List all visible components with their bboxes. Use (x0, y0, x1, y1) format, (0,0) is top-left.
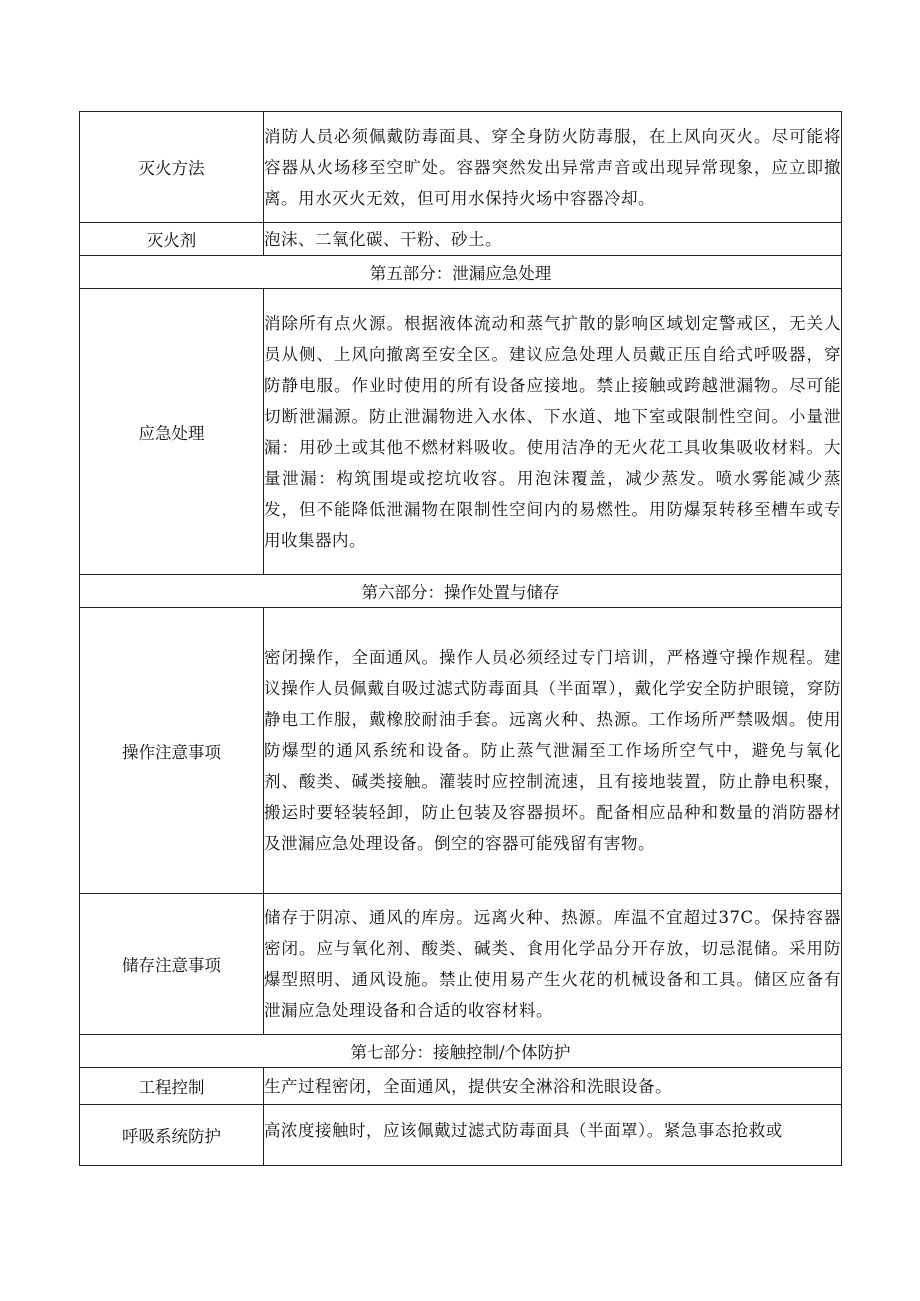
row-content-extinguish-method: 消防人员必须佩戴防毒面具、穿全身防火防毒服，在上风向灭火。尽可能将容器从火场移至空旷处。容器突然发出异常声音或出现异常现象，应立即撤离。用水灭火无效，但可用水保持火场中容器冷却。 (264, 112, 842, 223)
table-row (80, 289, 842, 575)
table-row (80, 608, 842, 894)
section-row (80, 256, 842, 289)
row-label-extinguish-agent: 灭火剂 (80, 223, 264, 256)
row-label-storage: 储存注意事项 (80, 894, 264, 1035)
row-label-respiratory: 呼吸系统防护 (80, 1105, 264, 1166)
row-content-handling: 密闭操作，全面通风。操作人员必须经过专门培训，严格遵守操作规程。建议操作人员佩戴自吸过滤式防毒面具（半面罩），戴化学安全防护眼镜，穿防静电工作服，戴橡胶耐油手套。远离火种、热源。工作场所严禁吸烟。使用防爆型的通风系统和设备。防止蒸气泄漏至工作场所空气中，避免与氧化剂、酸类、碱类接触。灌装时应控制流速，且有接地装置，防止静电积聚，搬运时要轻装轻卸，防止包装及容器损坏。配备相应品种和数量的消防器材及泄漏应急处理设备。倒空的容器可能残留有害物。 (264, 608, 842, 894)
section-heading-5: 第五部分：泄漏应急处理 (80, 256, 842, 289)
row-label-handling: 操作注意事项 (80, 608, 264, 894)
row-content-storage: 储存于阴凉、通风的库房。远离火种、热源。库温不宜超过37C。保持容器密闭。应与氧化剂、酸类、碱类、食用化学品分开存放，切忌混储。采用防爆型照明、通风设施。禁止使用易产生火花的机械设备和工具。储区应备有泄漏应急处理设备和合适的收容材料。 (264, 894, 842, 1035)
table-row (80, 894, 842, 1035)
section-heading-6: 第六部分：操作处置与储存 (80, 575, 842, 608)
row-content-engineering: 生产过程密闭，全面通风，提供安全淋浴和洗眼设备。 (264, 1068, 842, 1105)
msds-table (79, 111, 842, 1166)
section-row (80, 575, 842, 608)
table-row (80, 1105, 842, 1166)
table-row (80, 1068, 842, 1105)
section-row (80, 1035, 842, 1068)
row-label-emergency: 应急处理 (80, 289, 264, 575)
table-row (80, 112, 842, 223)
row-content-emergency: 消除所有点火源。根据液体流动和蒸气扩散的影响区域划定警戒区，无关人员从侧、上风向撤离至安全区。建议应急处理人员戴正压自给式呼吸器，穿防静电服。作业时使用的所有设备应接地。禁止接触或跨越泄漏物。尽可能切断泄漏源。防止泄漏物进入水体、下水道、地下室或限制性空间。小量泄漏：用砂土或其他不燃材料吸收。使用洁净的无火花工具收集吸收材料。大量泄漏：构筑围堤或挖坑收容。用泡沫覆盖，减少蒸发。喷水雾能减少蒸发，但不能降低泄漏物在限制性空间内的易燃性。用防爆泵转移至槽车或专用收集器内。 (264, 289, 842, 575)
row-content-extinguish-agent: 泡沫、二氧化碳、干粉、砂土。 (264, 223, 842, 256)
section-heading-7: 第七部分：接触控制/个体防护 (80, 1035, 842, 1068)
table-row (80, 223, 842, 256)
row-content-respiratory: 高浓度接触时，应该佩戴过滤式防毒面具（半面罩）。紧急事态抢救或 (264, 1105, 842, 1166)
row-label-extinguish-method: 灭火方法 (80, 112, 264, 223)
row-label-engineering: 工程控制 (80, 1068, 264, 1105)
